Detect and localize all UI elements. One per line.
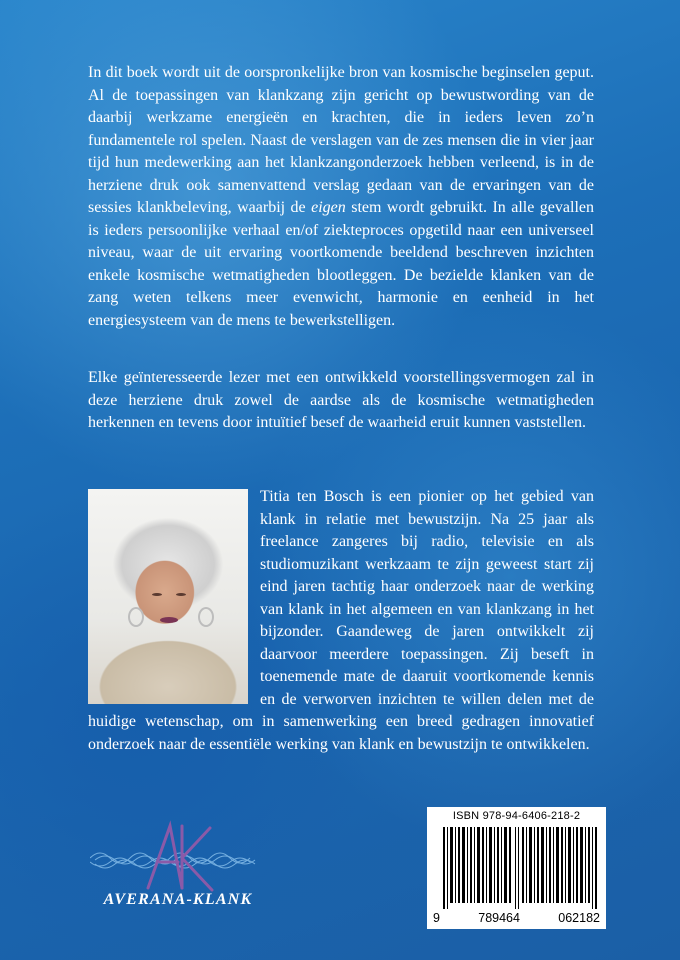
author-bio-text: Titia ten Bosch is een pionier op het gebied van klank in relatie met bewustzijn. Na 25 jaar als freelance zangeres bij radio, televisie en als studiomuzikant werkzaam te zijn geweest start zij eind jaren tachtig haar onderzoek naar de werking van klank in het algemeen en van klankzang in het bijzonder. Gaandeweg de jaren ontwikkelt zij daarvoor meerdere toepassingen. Zij beseft in toenemende mate de daaruit voortkomende kennis en de verworven inzichten te willen delen met de huidige wetenschap, om in samenwerking een breed gedragen innovatief onderzoek naar de essentiële werking van klank en bewustzijn te ontwikkelen.	[88, 488, 594, 753]
barcode-icon	[437, 827, 601, 909]
intro-paragraph-1: In dit boek wordt uit de oorspronkelijke bron van kosmische beginselen geput. Al de toepassingen van klankzang zijn gericht op bewustwording van de daarbij werkzame energieën en krachten, die in ieders leven zo’n fundamentele rol spelen. Naast de verslagen van de zes mensen die in vier jaar tijd hun medewerking aan het klankzangonderzoek hebben verleend, is in de herziene druk ook samenvattend verslag gedaan van de ervaringen van de sessies klankbeleving, waarbij de eigen stem wordt gebruikt. In alle gevallen is ieders persoonlijke verhaal en/of ziekteproces opgetild naar een universeel niveau, waar de uit ervaring voortkomende beeldend beschreven inzichten enkele kosmische wetmatigheden blootleggen. De bezielde klanken van de zang weten telkens meer evenwicht, harmonie en eenheid in het energiesysteem van de mens te bewerkstelligen.	[88, 64, 594, 329]
barcode-digits-group1: 789464	[478, 911, 520, 925]
barcode-digits-group2: 062182	[558, 911, 600, 925]
isbn-barcode-box	[427, 807, 606, 929]
isbn-label: ISBN 978-94-6406-218-2	[452, 810, 581, 822]
logo-wordmark: AVERANA-KLANK	[103, 891, 253, 908]
intro-paragraph-2: Elke geïnteresseerde lezer met een ontwikkeld voorstellingsvermogen zal in deze herziene druk zowel de aardse als de kosmische wetmatigheden herkennen en tevens door intuïtief besef de waarheid eruit kunnen vaststellen.	[88, 369, 594, 431]
author-photo	[88, 489, 248, 704]
barcode-digit-lead: 9	[433, 911, 440, 925]
emphasis-eigen: eigen	[311, 199, 346, 216]
